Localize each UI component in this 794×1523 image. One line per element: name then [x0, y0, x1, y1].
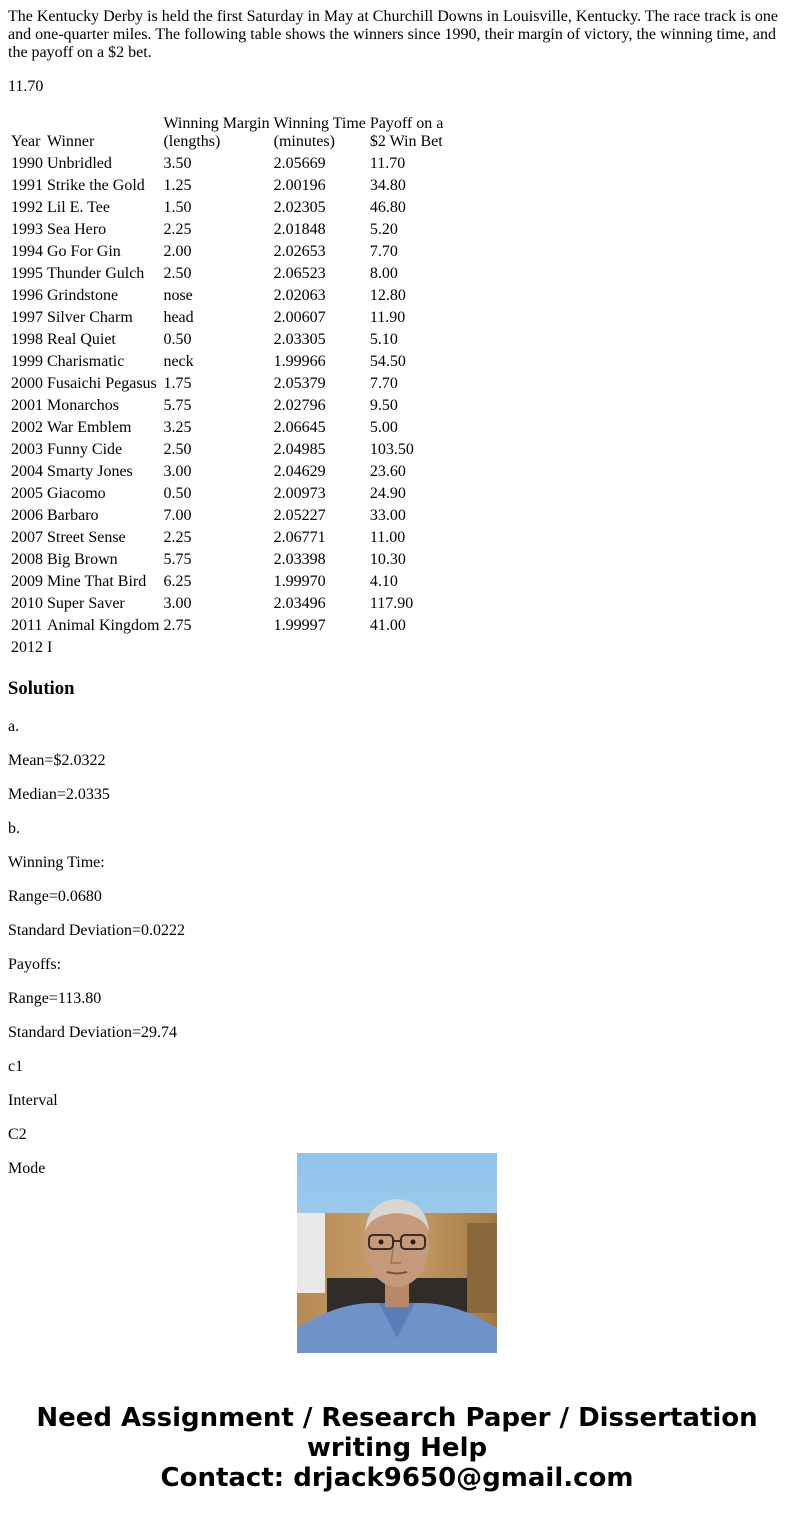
- solution-heading: Solution: [8, 678, 75, 699]
- cell-time: 2.05227: [273, 507, 326, 524]
- cell-year: 1993: [11, 221, 43, 238]
- cta-line-1: Need Assignment / Research Paper / Dissertation: [36, 1403, 758, 1433]
- cell-payoff: 23.60: [369, 463, 406, 480]
- table-row: [10, 154, 444, 174]
- solution-line: Mean=$2.0322: [8, 752, 106, 769]
- table-body: [10, 154, 444, 658]
- table-row: [10, 638, 444, 658]
- cell-year: 1996: [11, 287, 43, 304]
- intro-paragraph: The Kentucky Derby is held the first Saturday in May at Churchill Downs in Louisville, Kentucky. The race track is one and one-quarter miles. The following table shows the winners since 1990, their margin of victory, the winning time, and the payoff on a $2 bet.: [8, 8, 779, 61]
- cell-time: 1.99966: [273, 353, 326, 370]
- cell-time: 2.02653: [273, 243, 326, 260]
- cta-line-3: Contact: drjack9650@gmail.com: [160, 1463, 634, 1493]
- cell-winner: Animal Kingdom: [47, 617, 160, 634]
- cell-payoff: 10.30: [369, 551, 406, 568]
- table-row: [10, 330, 444, 350]
- cell-year: 2003: [11, 441, 43, 458]
- cell-margin: 6.25: [163, 573, 192, 590]
- cell-winner: War Emblem: [47, 419, 132, 436]
- table-row: [10, 308, 444, 328]
- solution-line: Payoffs:: [8, 956, 62, 973]
- solution-line: b.: [8, 820, 20, 837]
- table-row: [10, 616, 444, 636]
- cell-time: 2.02305: [273, 199, 326, 216]
- cell-year: 2011: [11, 617, 43, 634]
- cell-time: 2.04629: [273, 463, 326, 480]
- cell-payoff: 11.00: [369, 529, 406, 546]
- cell-winner: Unbridled: [47, 155, 112, 172]
- cell-margin: 2.25: [163, 529, 192, 546]
- cell-time: 2.05669: [273, 155, 326, 172]
- cell-margin: 1.50: [163, 199, 192, 216]
- table-row: [10, 396, 444, 416]
- cell-time: 2.06771: [273, 529, 326, 546]
- cell-time: 2.00607: [273, 309, 326, 326]
- cell-time: 2.03496: [273, 595, 326, 612]
- table-row: [10, 352, 444, 372]
- cell-time: 1.99997: [273, 617, 326, 634]
- cell-year: 2004: [11, 463, 43, 480]
- cell-year: 2006: [11, 507, 43, 524]
- cell-payoff: 11.90: [369, 309, 406, 326]
- table-row: [10, 220, 444, 240]
- cell-year: 1998: [11, 331, 43, 348]
- cell-margin: 2.75: [163, 617, 192, 634]
- author-portrait-image: [297, 1153, 497, 1353]
- solution-line: Interval: [8, 1092, 58, 1109]
- cell-time: 2.01848: [273, 221, 326, 238]
- table-row: [10, 198, 444, 218]
- cell-time: 2.00196: [273, 177, 326, 194]
- cell-year: 1999: [11, 353, 43, 370]
- cell-winner: Grindstone: [47, 287, 119, 304]
- cell-margin: nose: [163, 287, 193, 304]
- cell-margin: 3.00: [163, 463, 192, 480]
- cell-margin: neck: [163, 353, 194, 370]
- cell-payoff: 33.00: [369, 507, 406, 524]
- cell-winner: Real Quiet: [47, 331, 116, 348]
- table-row: [10, 550, 444, 570]
- header-margin: Winning Margin (lengths): [163, 115, 270, 150]
- cell-winner: Sea Hero: [47, 221, 107, 238]
- solution-line: Standard Deviation=29.74: [8, 1024, 177, 1041]
- table-row: [10, 594, 444, 614]
- cell-time: [273, 638, 367, 658]
- cell-year: 2008: [11, 551, 43, 568]
- cell-winner: Fusaichi Pegasus: [47, 375, 157, 392]
- header-payoff: Payoff on a $2 Win Bet: [369, 115, 444, 150]
- cell-margin: 3.50: [163, 155, 192, 172]
- cell-margin: [162, 638, 270, 658]
- cell-time: 2.06523: [273, 265, 326, 282]
- table-header-row: [10, 114, 444, 152]
- cell-winner: Mine That Bird: [47, 573, 147, 590]
- cell-margin: 3.25: [163, 419, 192, 436]
- solution-line: Standard Deviation=0.0222: [8, 922, 185, 939]
- table-row: [10, 286, 444, 306]
- cta-line-2: writing Help: [306, 1433, 488, 1463]
- cell-payoff: 12.80: [369, 287, 406, 304]
- solution-line: Median=2.0335: [8, 786, 110, 803]
- cell-payoff: [369, 638, 444, 658]
- cell-payoff: 54.50: [369, 353, 406, 370]
- cell-year: 2002: [11, 419, 43, 436]
- cell-year: 2010: [11, 595, 43, 612]
- cell-payoff: 5.20: [369, 221, 398, 238]
- cell-margin: 5.75: [163, 551, 192, 568]
- cell-year: 2007: [11, 529, 43, 546]
- table-row: [10, 572, 444, 592]
- cell-margin: 2.50: [163, 441, 192, 458]
- cell-year: 2012: [11, 639, 43, 656]
- cell-margin: 5.75: [163, 397, 192, 414]
- cell-year: 2009: [11, 573, 43, 590]
- cell-margin: 0.50: [163, 331, 192, 348]
- cell-year: 1997: [11, 309, 43, 326]
- cell-winner: Big Brown: [47, 551, 118, 568]
- table-row: [10, 528, 444, 548]
- cell-winner: Go For Gin: [47, 243, 121, 260]
- header-time: Winning Time (minutes): [273, 115, 366, 150]
- cell-payoff: 11.70: [369, 155, 406, 172]
- cell-payoff: 9.50: [369, 397, 398, 414]
- solution-line: c1: [8, 1058, 24, 1075]
- cell-payoff: 7.70: [369, 375, 398, 392]
- cell-winner: Giacomo: [47, 485, 106, 502]
- solution-line: C2: [8, 1126, 27, 1143]
- solution-line: Winning Time:: [8, 854, 105, 871]
- cell-winner: Thunder Gulch: [47, 265, 145, 282]
- cell-winner: Strike the Gold: [47, 177, 145, 194]
- cell-year: 1992: [11, 199, 43, 216]
- cell-time: 2.03398: [273, 551, 326, 568]
- cell-margin: 2.00: [163, 243, 192, 260]
- cell-year: 2005: [11, 485, 43, 502]
- cell-time: 2.04985: [273, 441, 326, 458]
- cell-year: 2001: [11, 397, 43, 414]
- cell-winner: Super Saver: [47, 595, 125, 612]
- cell-time: 2.02063: [273, 287, 326, 304]
- cell-payoff: 117.90: [369, 595, 414, 612]
- cell-year: 1995: [11, 265, 43, 282]
- derby-table: [8, 112, 446, 660]
- cell-payoff: 5.00: [369, 419, 398, 436]
- cell-payoff: 41.00: [369, 617, 406, 634]
- cell-margin: 0.50: [163, 485, 192, 502]
- table-row: [10, 462, 444, 482]
- cell-year: 1991: [11, 177, 43, 194]
- cell-time: 2.03305: [273, 331, 326, 348]
- cell-margin: 1.75: [163, 375, 192, 392]
- cell-time: 2.06645: [273, 419, 326, 436]
- cell-winner: Funny Cide: [47, 441, 123, 458]
- cell-year: 1994: [11, 243, 43, 260]
- table-row: [10, 418, 444, 438]
- cell-winner: Charismatic: [47, 353, 125, 370]
- cell-winner: Lil E. Tee: [47, 199, 111, 216]
- cell-payoff: 103.50: [369, 441, 414, 458]
- document-body: [8, 8, 786, 1177]
- cell-margin: 2.25: [163, 221, 192, 238]
- header-winner: Winner: [47, 133, 95, 150]
- solution-line: Range=0.0680: [8, 888, 102, 905]
- cell-year: 1990: [11, 155, 43, 172]
- cell-time: 2.05379: [273, 375, 326, 392]
- stray-value: 11.70: [8, 78, 44, 95]
- table-row: [10, 374, 444, 394]
- cell-payoff: 4.10: [369, 573, 398, 590]
- cell-winner: Silver Charm: [47, 309, 133, 326]
- cell-payoff: 5.10: [369, 331, 398, 348]
- table-row: [10, 440, 444, 460]
- author-avatar: [297, 1153, 497, 1353]
- cell-payoff: 24.90: [369, 485, 406, 502]
- cell-payoff: 8.00: [369, 265, 398, 282]
- cell-margin: 1.25: [163, 177, 192, 194]
- table-row: [10, 264, 444, 284]
- cell-payoff: 7.70: [369, 243, 398, 260]
- cell-margin: 7.00: [163, 507, 192, 524]
- contact-banner: [0, 1403, 794, 1493]
- cell-year: 2000: [11, 375, 43, 392]
- cell-payoff: 34.80: [369, 177, 406, 194]
- cell-margin: head: [163, 309, 194, 326]
- table-row: [10, 242, 444, 262]
- table-row: [10, 484, 444, 504]
- table-row: [10, 506, 444, 526]
- cell-winner: Monarchos: [47, 397, 119, 414]
- cell-margin: 3.00: [163, 595, 192, 612]
- cell-winner: Smarty Jones: [47, 463, 133, 480]
- cell-winner: Barbaro: [47, 507, 99, 524]
- table-row: [10, 176, 444, 196]
- cell-time: 2.02796: [273, 397, 326, 414]
- solution-line: Range=113.80: [8, 990, 102, 1007]
- cell-margin: 2.50: [163, 265, 192, 282]
- cell-time: 1.99970: [273, 573, 326, 590]
- solution-line: Mode: [8, 1160, 46, 1177]
- cell-time: 2.00973: [273, 485, 326, 502]
- cell-winner: I: [47, 639, 53, 656]
- solution-line: a.: [8, 718, 20, 735]
- header-year: Year: [11, 133, 41, 150]
- solution-lines: [8, 718, 786, 1178]
- cell-winner: Street Sense: [47, 529, 126, 546]
- cell-payoff: 46.80: [369, 199, 406, 216]
